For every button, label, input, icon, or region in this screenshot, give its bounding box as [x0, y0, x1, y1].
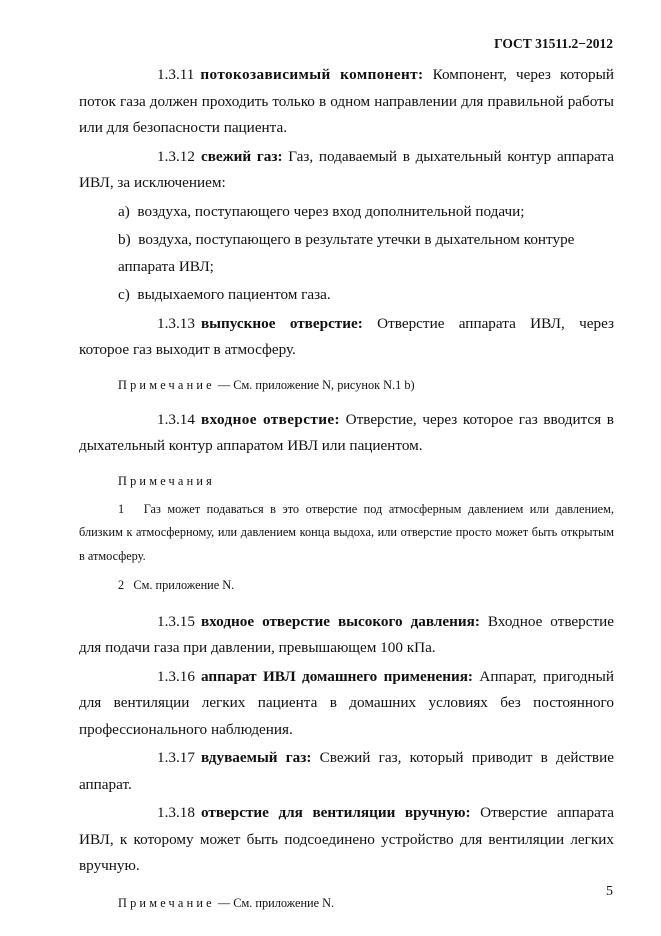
note-text: — См. приложение N, рисунок N.1 b) [214, 377, 415, 392]
term: входное отверстие высокого давления: [200, 612, 480, 630]
note-label: Примечание [118, 377, 215, 392]
clause-number: 1.3.17 [157, 749, 195, 766]
clause-number: 1.3.13 [157, 314, 195, 332]
definition-text: Газ, подаваемый в дыхательный контур аппарата ИВЛ, за исключением: [79, 147, 614, 191]
note-label: Примечание [118, 895, 215, 910]
list-text: воздуха, поступающего через вход дополнительной подачи; [137, 202, 525, 220]
definition-1-3-14 [79, 407, 614, 460]
note-item-1 [79, 498, 614, 569]
list-item-c [79, 282, 614, 309]
list-text: выдыхаемого пациентом газа. [137, 286, 331, 303]
term: вдуваемый газ: [200, 749, 312, 766]
note-3 [79, 892, 614, 914]
note-text: См. приложение N. [133, 578, 235, 592]
clause-number: 1.3.16 [157, 667, 195, 685]
notes-heading [79, 470, 614, 492]
term: входное отверстие: [200, 410, 340, 428]
definition-text: Аппарат, пригодный для вентиляции легких пациента в домашних условиях без постоянного профессионального наблюдения. [79, 667, 614, 738]
term: выпускное отверстие: [200, 314, 363, 332]
list-item-b [79, 227, 614, 280]
term: отверстие для вентиляции вручную: [200, 804, 471, 821]
note-number: 1 [118, 501, 125, 516]
note-1 [79, 374, 614, 396]
note-number: 2 [118, 578, 125, 592]
definition-1-3-16 [79, 664, 614, 744]
definition-text: Компонент, через который поток газа должен проходить только в одном направлении для правильной работы или для безопасности пациента. [79, 66, 614, 136]
definition-text: Отверстие, через которое газ вводится в дыхательный контур аппаратом ИВЛ или пациентом. [79, 410, 614, 454]
definition-1-3-17 [79, 745, 614, 798]
definition-text: Входное отверстие для подачи газа при давлении, превышающем 100 кПа. [79, 612, 615, 656]
list-marker: c) [118, 286, 130, 303]
note-label: Примечания [118, 473, 216, 488]
clause-number: 1.3.14 [157, 410, 195, 428]
note-text: — См. приложение N. [214, 895, 335, 910]
definition-1-3-15 [79, 609, 614, 662]
definition-1-3-13 [79, 311, 614, 364]
note-item-2 [79, 574, 614, 598]
clause-number: 1.3.12 [157, 147, 195, 165]
list-text: воздуха, поступающего в результате утечки в дыхательном контуре аппарата ИВЛ; [118, 231, 575, 275]
definition-text: Отверстие аппарата ИВЛ, через которое газ выходит в атмосферу. [79, 314, 615, 358]
note-text: Газ может подаваться в это отверстие под атмосферным давлением или давлением, близким к атмосферному, или давлением конца выдоха, или отверстие просто может быть открытым в атмосферу. [79, 501, 614, 563]
clause-number: 1.3.11 [157, 66, 195, 83]
document-body [79, 62, 614, 914]
definition-1-3-11 [79, 62, 614, 142]
definition-text: Свежий газ, который приводит в действие аппарат. [79, 749, 614, 793]
definition-1-3-18 [79, 800, 614, 880]
list-marker: a) [118, 202, 130, 220]
list-item-a [79, 199, 614, 226]
term: аппарат ИВЛ домашнего применения: [200, 667, 473, 685]
term: потокозависимый компонент: [200, 66, 424, 83]
page-number: 5 [606, 884, 613, 899]
clause-number: 1.3.15 [157, 612, 195, 630]
standard-header: ГОСТ 31511.2−2012 [494, 36, 613, 51]
list-marker: b) [118, 231, 131, 248]
definition-text: Отверстие аппарата ИВЛ, к которому может быть подсоединено устройство для вентиляции легких вручную. [79, 804, 614, 874]
definition-1-3-12 [79, 144, 614, 197]
term: свежий газ: [200, 147, 283, 165]
clause-number: 1.3.18 [157, 804, 195, 821]
